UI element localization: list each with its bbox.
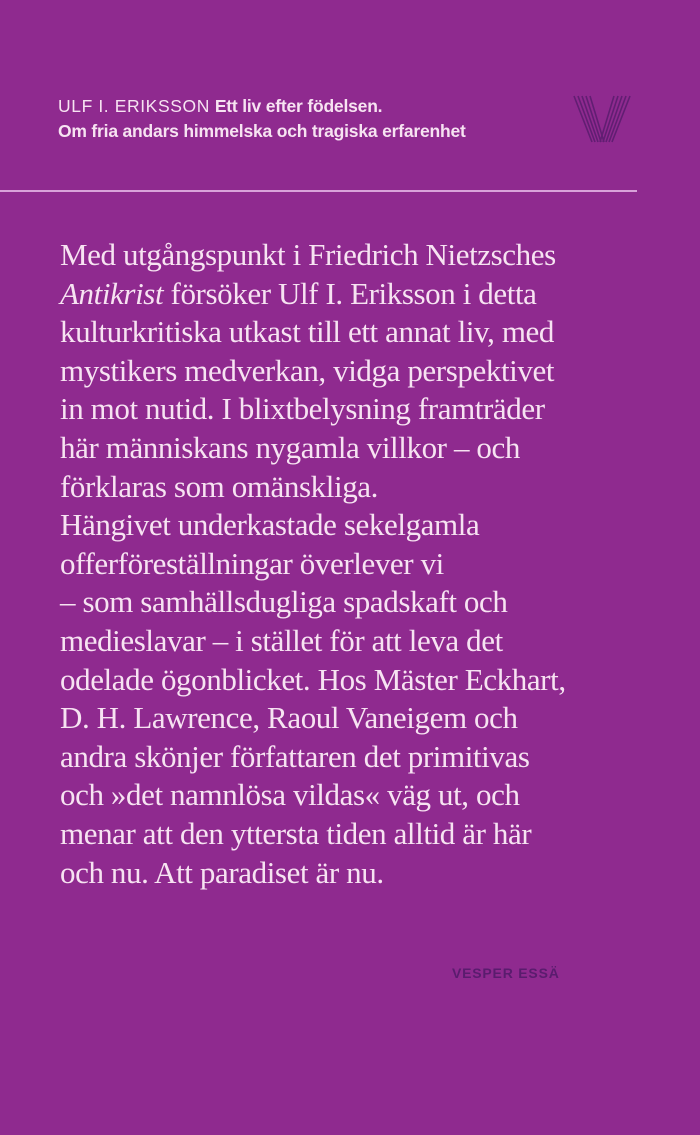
divider-line (0, 190, 637, 192)
blurb-line-rest: försöker Ulf I. Eriksson i detta (163, 275, 537, 311)
series-label: VESPER ESSÄ (452, 965, 560, 981)
blurb-line: D. H. Lawrence, Raoul Vaneigem och (60, 700, 518, 736)
header-line-1 (58, 94, 578, 119)
blurb-line: odelade ögonblicket. Hos Mäster Eckhart, (60, 661, 566, 697)
blurb-line: här människans nygamla villkor – och (60, 429, 520, 465)
blurb-line: Hängivet underkastade sekelgamla (60, 507, 480, 543)
blurb-line: medieslavar – i stället för att leva det (60, 622, 503, 658)
blurb-line: och »det namnlösa vildas« väg ut, och (60, 777, 520, 813)
blurb-line: och nu. Att paradiset är nu. (60, 854, 384, 890)
blurb-line (60, 275, 660, 314)
book-reference-antikrist: Antikrist (60, 275, 164, 311)
blurb-line: – som samhällsdugliga spadskaft och (60, 584, 508, 620)
book-subtitle: Om fria andars himmelska och tragiska erfarenhet (58, 121, 466, 141)
book-header (58, 94, 578, 144)
blurb-line: in mot nutid. I blixtbelysning framträder (60, 391, 545, 427)
blurb-line: förklaras som omänskliga. (60, 468, 379, 504)
book-title: Ett liv efter födelsen. (214, 96, 383, 116)
blurb-line: menar att den yttersta tiden alltid är här (60, 815, 532, 851)
blurb-text (60, 236, 660, 892)
author-name: ULF I. ERIKSSON (58, 96, 210, 116)
vesper-v-logo-icon (570, 94, 634, 144)
blurb-line: kulturkritiska utkast till ett annat liv, med (60, 314, 554, 350)
blurb-line: mystikers medverkan, vidga perspektivet (60, 352, 555, 388)
blurb-line: offerföreställningar överlever vi (60, 545, 444, 581)
blurb-line: andra skönjer författaren det primitivas (60, 738, 530, 774)
blurb-line: Med utgångspunkt i Friedrich Nietzsches (60, 237, 556, 272)
